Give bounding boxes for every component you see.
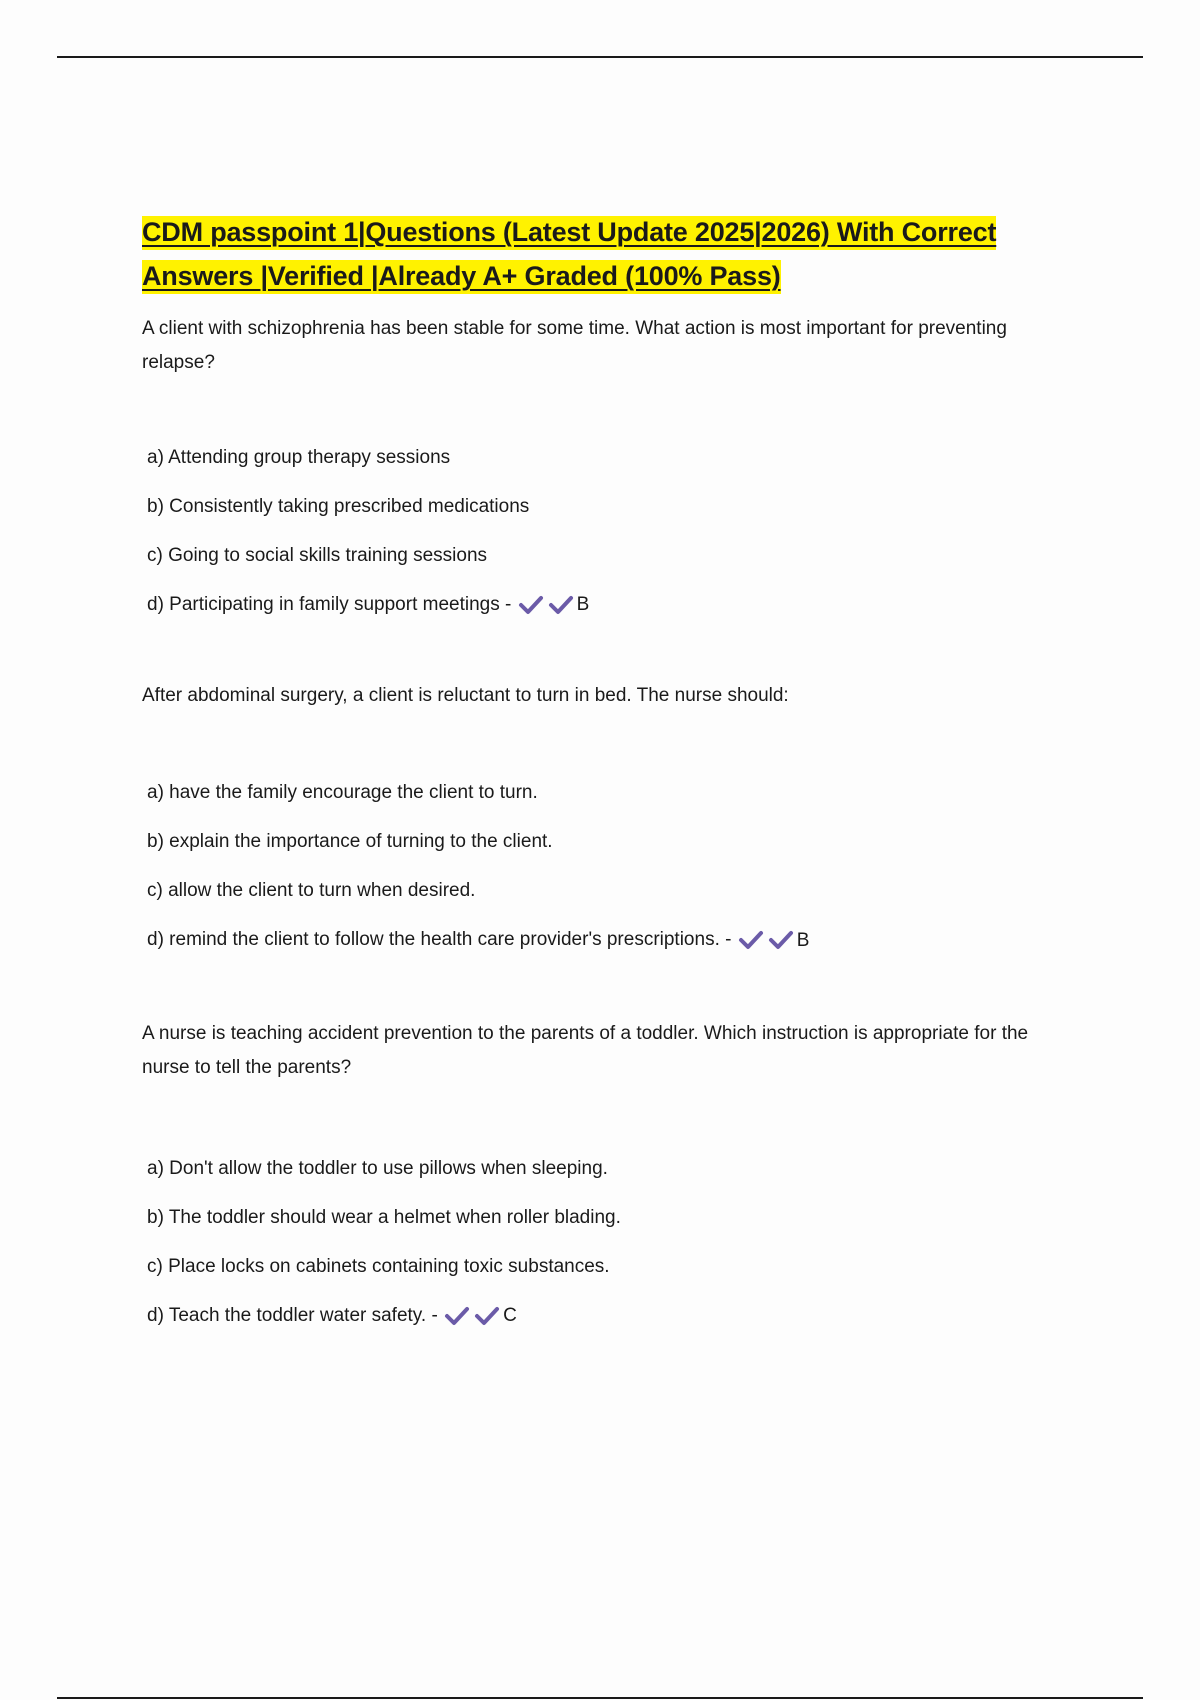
checkmark-icon bbox=[517, 594, 545, 616]
header-rule bbox=[57, 56, 1143, 58]
option-a: a) Don't allow the toddler to use pillows when sleeping. bbox=[147, 1157, 608, 1179]
option-b: b) explain the importance of turning to the client. bbox=[147, 831, 553, 853]
question-1-options bbox=[142, 433, 1062, 629]
question-2-prompt: After abdominal surgery, a client is reluctant to turn in bed. The nurse should: bbox=[142, 685, 789, 707]
answer-letter: B bbox=[576, 594, 590, 616]
answer-marker bbox=[737, 916, 810, 965]
option-d bbox=[147, 915, 1062, 964]
checkmark-icon bbox=[443, 1305, 471, 1327]
option-c: c) Going to social skills training sessions bbox=[147, 545, 488, 566]
option-c: c) Place locks on cabinets containing toxic substances. bbox=[147, 1255, 610, 1277]
document-title bbox=[142, 210, 1062, 298]
checkmark-icon bbox=[547, 594, 575, 616]
option-a: a) Attending group therapy sessions bbox=[147, 447, 451, 468]
footer-rule bbox=[57, 1697, 1143, 1699]
question-3-options bbox=[142, 1144, 1062, 1340]
option-d-text: d) remind the client to follow the health care provider's prescriptions. - bbox=[147, 929, 732, 951]
question-2-options bbox=[142, 768, 1062, 964]
option-a: a) have the family encourage the client to turn. bbox=[147, 782, 538, 804]
answer-marker bbox=[443, 1291, 517, 1340]
question-3-prompt: A nurse is teaching accident prevention to the parents of a toddler. Which instruction is appropriate for the nurse to tell the parents? bbox=[142, 1022, 1029, 1078]
checkmark-icon bbox=[767, 929, 795, 951]
option-d bbox=[147, 580, 1062, 629]
title-line-2: Answers |Verified |Already A+ Graded (100% Pass) bbox=[142, 260, 781, 294]
answer-marker bbox=[517, 580, 590, 629]
document-body bbox=[142, 210, 1062, 1340]
option-b: b) The toddler should wear a helmet when roller blading. bbox=[147, 1206, 621, 1228]
option-d-text: d) Participating in family support meetings - bbox=[147, 594, 512, 615]
option-d-text: d) Teach the toddler water safety. - bbox=[147, 1304, 438, 1326]
checkmark-icon bbox=[737, 929, 765, 951]
answer-letter: C bbox=[503, 1305, 517, 1327]
option-d bbox=[147, 1291, 1062, 1340]
title-line-1: CDM passpoint 1|Questions (Latest Update 2025|2026) With Correct bbox=[142, 216, 996, 250]
option-b: b) Consistently taking prescribed medications bbox=[147, 496, 530, 517]
answer-letter: B bbox=[796, 929, 810, 951]
question-1-prompt: A client with schizophrenia has been stable for some time. What action is most important for preventing relapse? bbox=[142, 318, 1007, 373]
option-c: c) allow the client to turn when desired. bbox=[147, 880, 476, 902]
checkmark-icon bbox=[473, 1305, 501, 1327]
